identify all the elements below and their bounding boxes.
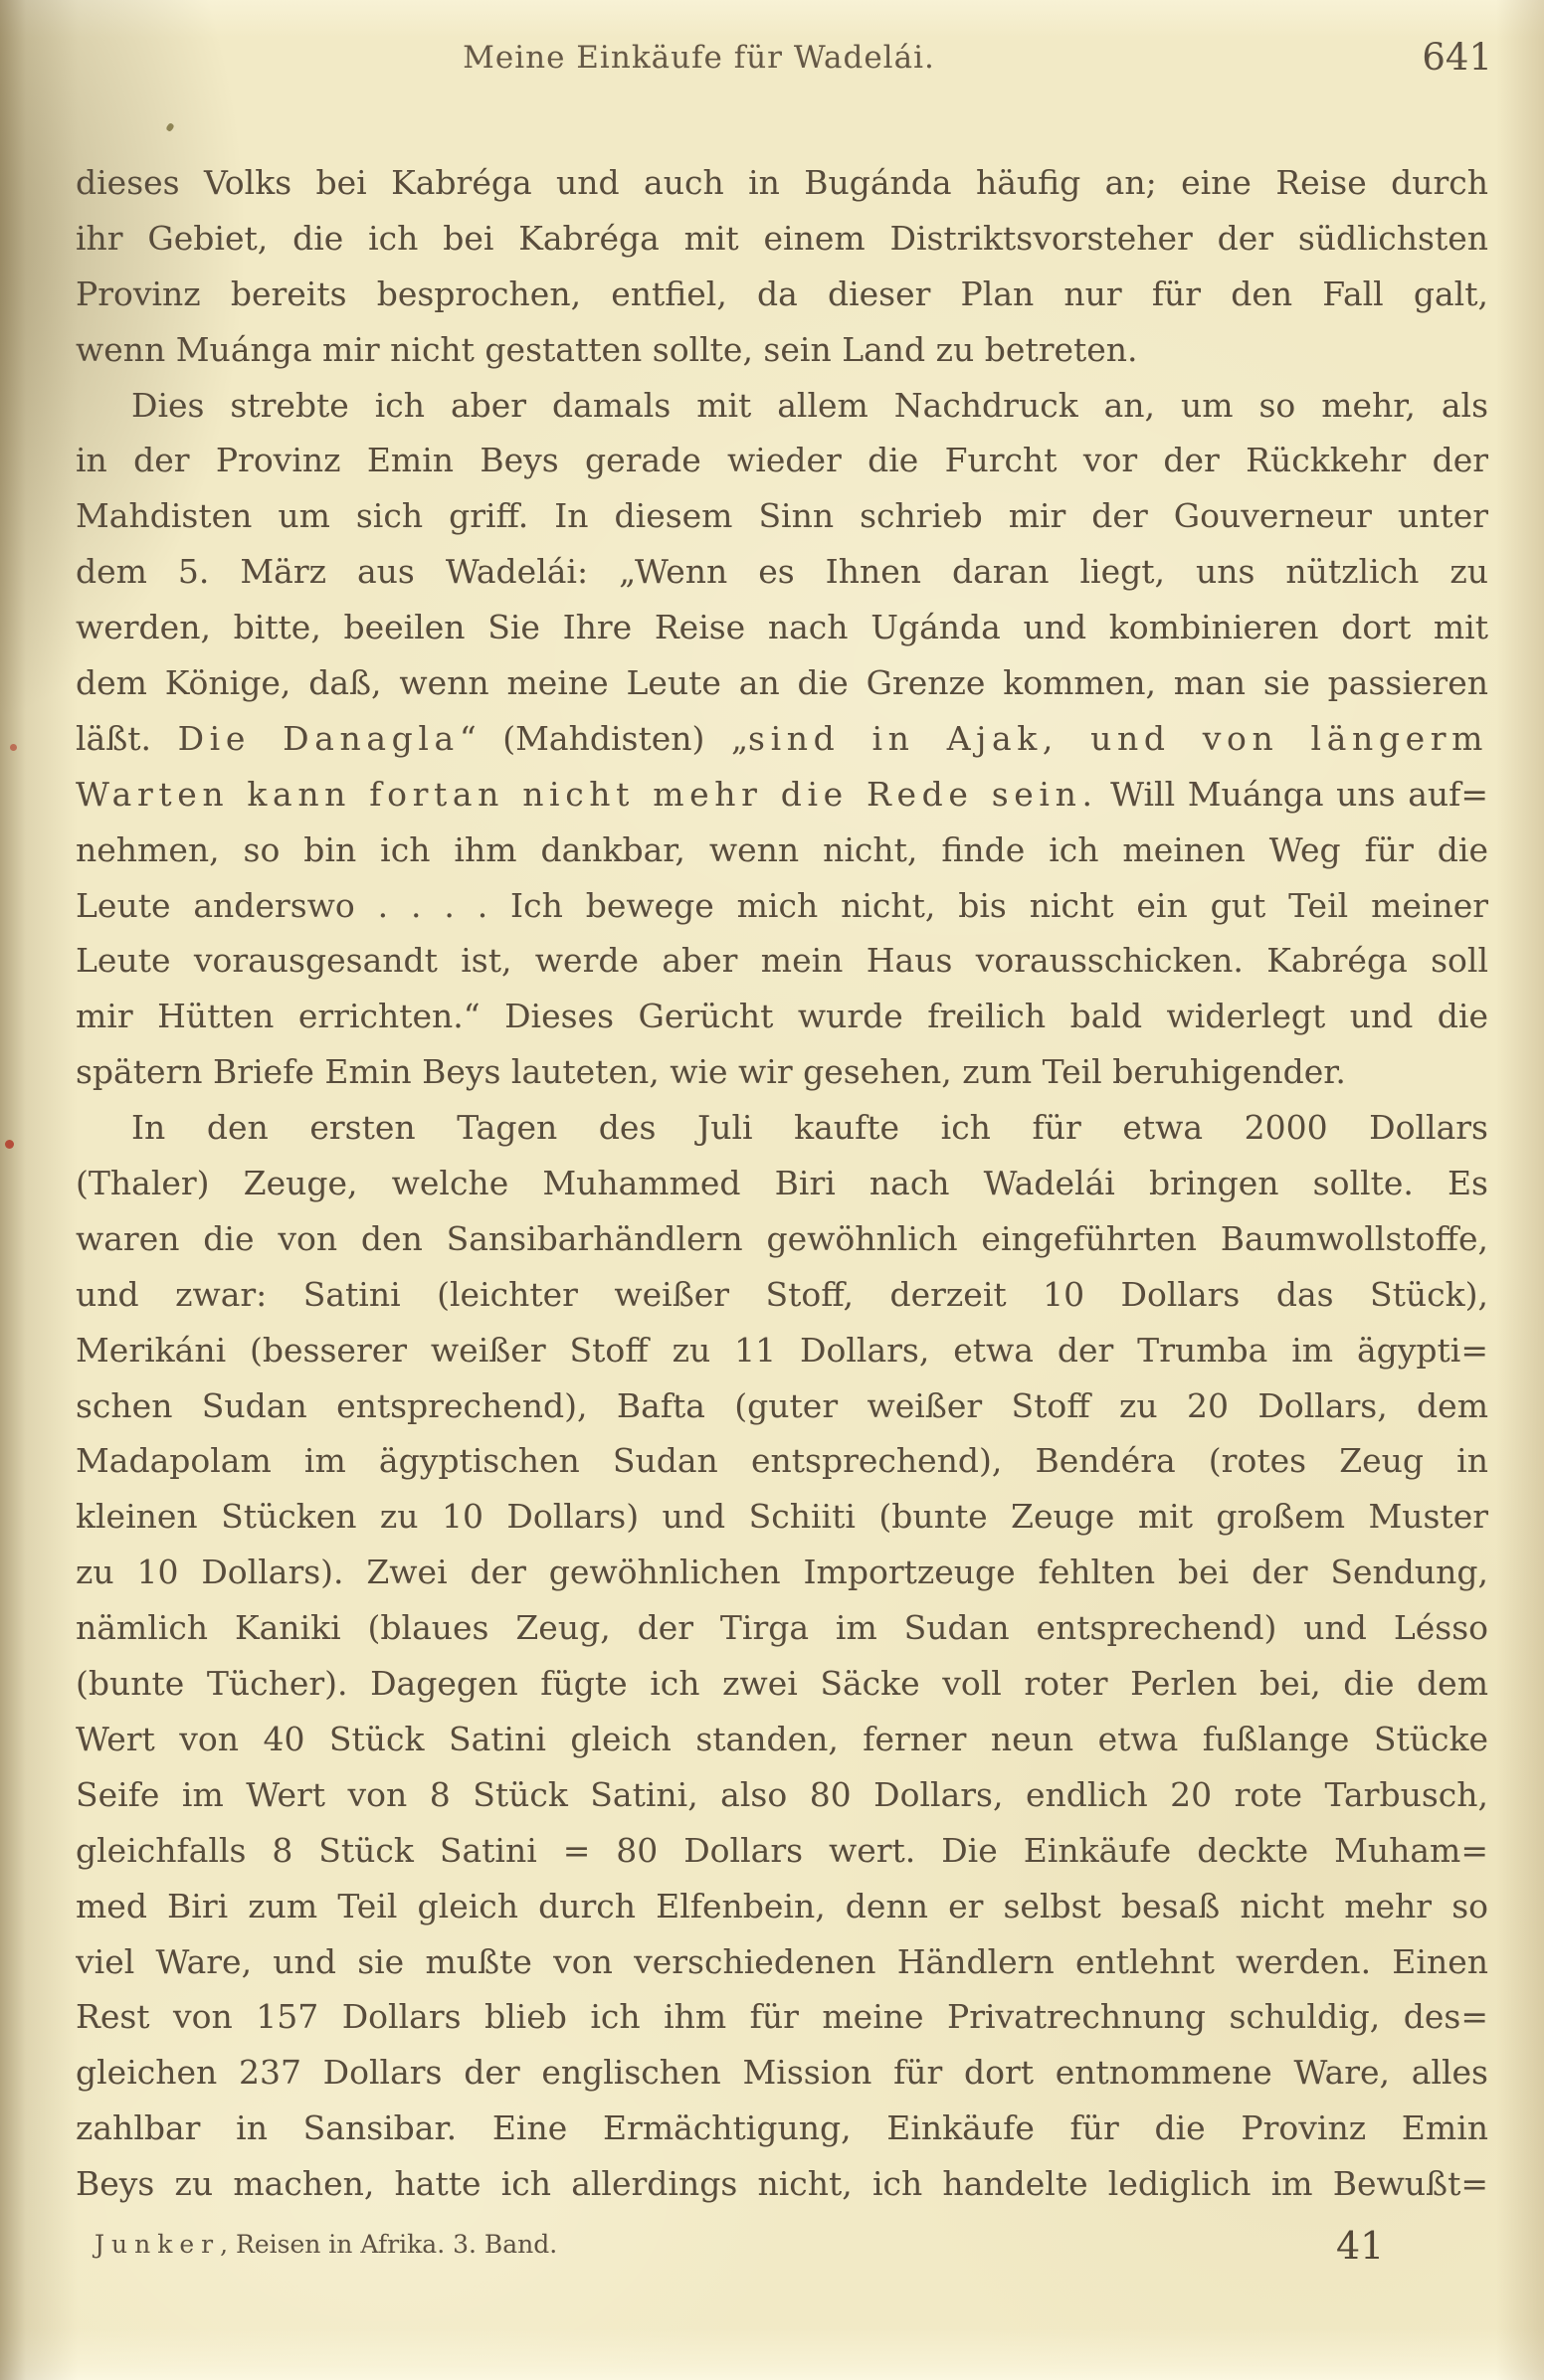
text-segment: gleichfalls 8 Stück Satini = 80 Dollars wert. Die Einkäufe deckte Muham= [76,1830,1488,1870]
text-line [76,544,1488,600]
text-segment: viel Ware, und sie mußte von verschiedenen Händlern entlehnt werden. Einen [76,1941,1488,1981]
text-line [76,2156,1488,2212]
text-segment: schen Sudan entsprechend), Bafta (guter weißer Stoff zu 20 Dollars, dem [76,1385,1488,1425]
footer-author: Junker [95,2230,221,2259]
text-segment: (bunte Tücher). Dagegen fügte ich zwei Säcke voll roter Perlen bei, die dem [76,1664,1488,1704]
text-line [76,1489,1488,1545]
text-segment: zu 10 Dollars). Zwei der gewöhnlichen Importzeuge fehlten bei der Sendung, [76,1553,1488,1592]
text-line [76,600,1488,655]
page-number: 641 [1422,36,1492,79]
text-line [76,433,1488,488]
text-segment: “ (Mahdisten) „ [459,718,749,758]
text-segment: Will Muánga uns auf= [1097,774,1488,814]
text-line [76,1433,1488,1489]
text-line [76,933,1488,989]
text-line [76,878,1488,934]
letterspaced-emphasis: sind in Ajak, und von längerm [748,718,1488,758]
text-segment: dem Könige, daß, wenn meine Leute an die Grenze kommen, man sie passieren [76,663,1488,703]
page-header [75,36,1492,90]
text-segment: (Thaler) Zeuge, welche Muhammed Biri nach Wadelái bringen sollte. Es [76,1164,1488,1203]
text-line [76,488,1488,544]
text-segment: med Biri zum Teil gleich durch Elfenbein, denn er selbst besaß nicht mehr so [76,1886,1488,1925]
text-line [76,1934,1488,1990]
text-segment: nämlich Kaniki (blaues Zeug, der Tirga im Sudan entsprechend) und Lésso [76,1608,1488,1648]
text-segment: läßt. [76,718,178,758]
text-line [76,2101,1488,2156]
text-line [76,1600,1488,1656]
text-line [76,1100,1488,1156]
paper-fleck [165,122,175,132]
text-line [76,1879,1488,1934]
text-line [76,1156,1488,1211]
text-segment: dem 5. März aus Wadelái: „Wenn es Ihnen daran liegt, uns nützlich zu [76,552,1488,592]
text-segment: ihr Gebiet, die ich bei Kabréga mit einem Distriktsvorsteher der südlichsten [76,218,1488,258]
text-line [76,1044,1488,1100]
letterspaced-emphasis: Die Danagla [177,718,460,758]
body-text [76,155,1488,2212]
text-segment: in der Provinz Emin Beys gerade wieder die Furcht vor der Rückkehr der [76,441,1488,480]
letterspaced-emphasis: Warten kann fortan nicht mehr die Rede sein. [76,774,1098,814]
text-segment: Seife im Wert von 8 Stück Satini, also 80 Dollars, endlich 20 rote Tarbusch, [76,1774,1488,1814]
text-line [76,155,1488,211]
text-segment: waren die von den Sansibarhändlern gewöhnlich eingeführten Baumwollstoffe, [76,1218,1488,1258]
footer-signature-rest: , Reisen in Afrika. 3. Band. [220,2230,558,2259]
text-line [76,1323,1488,1378]
text-line [76,1378,1488,1434]
text-segment: Leute vorausgesandt ist, werde aber mein Haus vorausschicken. Kabréga soll [76,941,1488,981]
text-line [76,767,1488,823]
text-segment: werden, bitte, beeilen Sie Ihre Reise nach Ugánda und kombinieren dort mit [76,608,1488,647]
text-line [76,1545,1488,1600]
text-line [76,1767,1488,1823]
text-segment: mir Hütten errichten.“ Dieses Gerücht wurde freilich bald widerlegt und die [76,997,1488,1036]
text-segment: Beys zu machen, hatte ich allerdings nicht, ich handelte lediglich im Bewußt= [76,2164,1488,2204]
text-segment: spätern Briefe Emin Beys lauteten, wie wir gesehen, zum Teil beruhigender. [76,1052,1346,1092]
text-line [76,711,1488,767]
running-title: Meine Einkäufe für Wadelái. [463,40,935,76]
text-line [76,322,1488,378]
text-line [76,1989,1488,2045]
text-segment: nehmen, so bin ich ihm dankbar, wenn nicht, finde ich meinen Weg für die [76,829,1488,869]
text-line [76,989,1488,1044]
text-segment: dieses Volks bei Kabréga und auch in Bugánda häufig an; eine Reise durch [76,163,1488,202]
text-segment: und zwar: Satini (leichter weißer Stoff, derzeit 10 Dollars das Stück), [76,1274,1488,1314]
text-segment: Merikáni (besserer weißer Stoff zu 11 Dollars, etwa der Trumba im ägypti= [76,1330,1488,1370]
text-segment: kleinen Stücken zu 10 Dollars) und Schiiti (bunte Zeuge mit großem Muster [76,1497,1488,1537]
text-segment: zahlbar in Sansibar. Eine Ermächtigung, Einkäufe für die Provinz Emin [76,2108,1488,2148]
text-line [76,2045,1488,2101]
text-segment: Leute anderswo . . . . Ich bewege mich nicht, bis nicht ein gut Teil meiner [76,885,1488,925]
page-footer [95,2224,1487,2299]
text-line [76,378,1488,434]
red-ink-speck [10,744,17,751]
text-segment: gleichen 237 Dollars der englischen Mission für dort entnommene Ware, alles [76,2053,1488,2093]
text-segment: In den ersten Tagen des Juli kaufte ich für etwa 2000 Dollars [131,1108,1488,1148]
footer-signature [95,2230,557,2259]
text-segment: Wert von 40 Stück Satini gleich standen, ferner neun etwa fußlange Stücke [76,1719,1488,1758]
text-line [76,267,1488,322]
text-segment: Provinz bereits besprochen, entfiel, da dieser Plan nur für den Fall galt, [76,274,1488,313]
text-segment: Mahdisten um sich griff. In diesem Sinn schrieb mir der Gouverneur unter [76,496,1488,536]
text-line [76,1211,1488,1267]
text-segment: Rest von 157 Dollars blieb ich ihm für meine Privatrechnung schuldig, des= [76,1997,1488,2037]
text-line [76,655,1488,711]
text-segment: Dies strebte ich aber damals mit allem Nachdruck an, um so mehr, als [131,385,1488,425]
text-line [76,1823,1488,1879]
text-line [76,1267,1488,1323]
text-line [76,1712,1488,1767]
text-line [76,211,1488,267]
text-line [76,1656,1488,1712]
red-ink-speck [5,1140,14,1149]
text-segment: Madapolam im ägyptischen Sudan entsprechend), Bendéra (rotes Zeug in [76,1441,1488,1481]
sheet-number: 41 [1336,2224,1385,2268]
text-segment: wenn Muánga mir nicht gestatten sollte, sein Land zu betreten. [76,329,1138,369]
text-line [76,823,1488,878]
